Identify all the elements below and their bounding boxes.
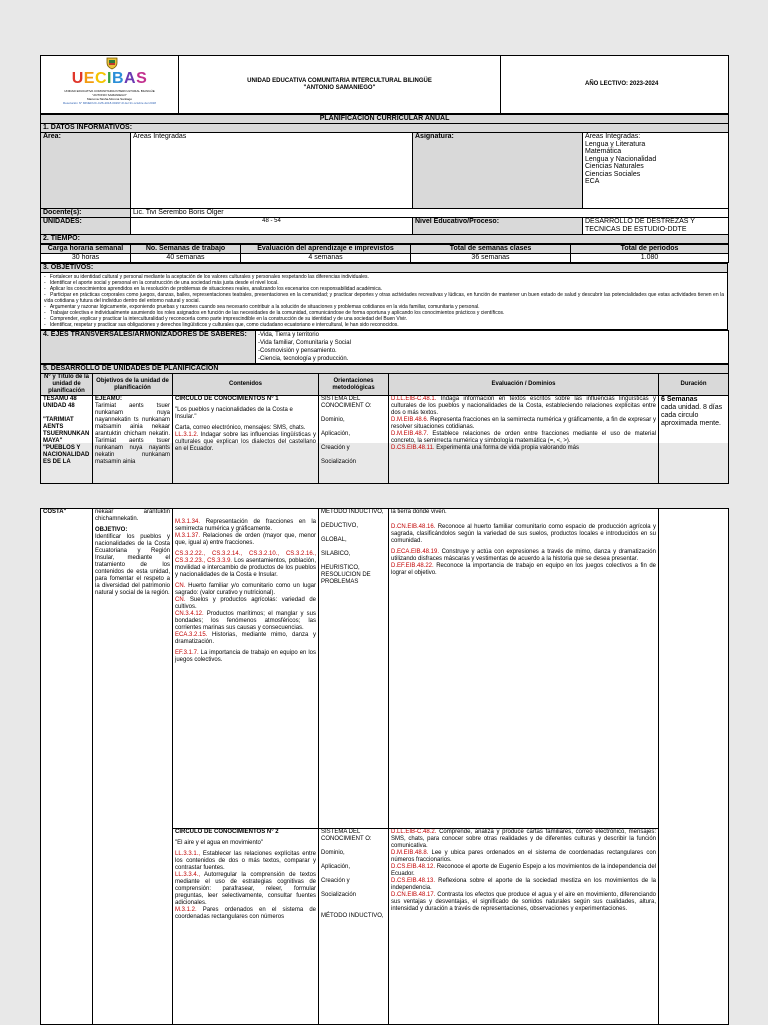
unit-title: TESAMU 48 UNIDAD 48 "TARIMIAT AENTS TSUERNUNKAN MAYA" "PUEBLOS Y NACIONALIDAD ES DE LA (41, 396, 93, 484)
eje-item: -Ciencia, tecnología y producción. (258, 356, 349, 362)
document-page-1 (40, 55, 728, 465)
time-table (40, 244, 729, 263)
objective-item: - Argumentar y razonar lógicamente, exponiendo pruebas y razones cuando sea necesario contribuir a la solución de situaciones y problemas cotidianos en la vida familiar, comunitaria y personal. (44, 304, 480, 310)
plan-title: PLANIFICACIÓN CURRICULAR ANUAL (41, 115, 729, 124)
section-5-title: 5. DESARROLLO DE UNIDADES DE PLANIFICACIÓN (41, 365, 729, 374)
time-header: Total de períodos (571, 245, 729, 254)
unit-evaluation-circ2: D.LL.EIB-C.48.2. Comprende, analiza y produce cartas familiares, correo electrónico, mensajes: SMS, chats, para conocer sobre otras realidades y de diferentes culturas y describir la función comunicativa. D.M.EIB.48.8. Lee y ubica pares ordenados en el sistema de coordenadas rectangulares con números fraccionarios. D.CS.EIB.48.12. Reconoce el aporte de Eugenio Espejo a los movimientos de la independencia del Ecuador. D.CS.EIB.48.13. Reflexiona sobre el aporte de la sociedad mestiza en los movimientos de la independencia. D.CN.EIB.48.17. Contrasta los efectos que produce el agua y el aire en movimiento, diferenciando sus ventajas y desventajas, el significado de sonidos naturales según sus cualidades, altura, intensidad y duración a través de representaciones, observaciones y experimentaciones. (389, 829, 659, 1025)
time-value: 36 semanas (411, 254, 571, 263)
document-page-2 (40, 508, 728, 1024)
docente-value: Lic. Tivi Serembo Boris Olger (131, 209, 729, 218)
section-2-title: 2. TIEMPO: (41, 235, 729, 244)
logo-subtext: UNIDAD EDUCATIVA COMUNITARIA INTERCULTURAL BILINGÜE "ANTONIO SAMANIEGO" Macuma-Taisha-Morona Santiago Resolución N° MINEDUC-CZ6-2018-00297-R del 31 octubre del 2018 (63, 89, 156, 105)
unit-contents: CÍRCULO DE CONOCIMIENTOS N° 1 "Los pueblos y nacionalidades de la Costa e Insular." Carta, correo electrónico, mensajes: SMS, chats. LL.3.1.2. Indagar sobre las influencias lingüísticas y culturales que explican los dialectos del castellano en el Ecuador. (173, 396, 319, 484)
unit-methodology: SISTEMA DEL CONOCIMIENT O: Dominio, Aplicación, Creación y Socialización (319, 396, 389, 484)
unit-duration-cont (659, 509, 729, 1025)
unit-evaluation-cont: la tierra donde viven. D.CN.EIB.48.16. Reconoce al huerto familiar comunitario como espacio de producción agrícola y sagrada, clasificándolos según la variedad de sus suelos, productos locales e introducidos en su comunidad. D.ECA.EIB.48.19. Construye y actúa con expresiones a través de mimo, danza y dramatización utilizando disfraces máscaras y vestimentas de acuerdo a la historia que se desea presentar. D.EF.EIB.48.22. Reconoce la importancia de trabajo en equipo en los juegos colectivos a fin de lograr el objetivo. (389, 509, 659, 829)
unit-duration: 6 Semanas cada unidad. 8 días cada circulo aproximada mente. (659, 396, 729, 484)
objective-item: - Fortalecer su identidad cultural y personal mediante la aceptación de los valores culturales y personales respetando las diferencias individuales. (44, 274, 369, 280)
time-header: Evaluación del aprendizaje e imprevistos (241, 245, 411, 254)
area-label: Área: (41, 133, 131, 209)
nivel-value: DESARROLLO DE DESTREZAS Y TECNICAS DE ESTUDIO-DDTE (583, 218, 729, 235)
ejes-list (256, 331, 729, 364)
school-name: UNIDAD EDUCATIVA COMUNITARIA INTERCULTURAL BILINGÜE "ANTONIO SAMANIEGO" (179, 56, 501, 114)
asignatura-label: Asignatura: (413, 133, 583, 209)
section-1-title: 1. DATOS INFORMATIVOS: (41, 124, 729, 133)
units-header: N° y Título de la unidad de planificación (41, 374, 93, 396)
time-value: 1.080 (571, 254, 729, 263)
area-value: Áreas Integradas (131, 133, 413, 209)
unidades-label: UNIDADES: (41, 218, 131, 235)
unit-title-cont: COSTA" (41, 509, 93, 1025)
logo-text: UECIBAS (71, 70, 148, 87)
objective-item: - Identificar el aporte social y personal en la construcción de una sociedad más justa desde el nivel local. (44, 280, 279, 286)
time-header: No. Semanas de trabajo (131, 245, 241, 254)
objective-item: - Participar en prácticas corporales como juegos, danzas, bailes, representaciones teatrales, presentaciones en la comunidad; y practicar deportes y otras actividades recreativas y lúdicas, en función de mantener un buen estado de salud y descubrir las potencialidades que estas actividades tienen en la vida cotidiana y futura del individuo dentro del entorno natural y social. (44, 292, 724, 304)
unit-methodology-circ2: SISTEMA DEL CONOCIMIENT O: Dominio, Aplicación, Creación y Socialización MÉTODO INDUCTIVO, (319, 829, 389, 1025)
section-4-title: 4. EJES TRANSVERSALES/ARMONIZADORES DE SABERES: (41, 331, 256, 364)
school-year: AÑO LECTIVO: 2023-2024 (501, 56, 729, 114)
units-table-p1 (40, 364, 729, 484)
eje-item: -Vida familiar, Comunitaria y Social (258, 340, 351, 346)
eje-item: -Cosmovisión y pensamiento. (258, 348, 337, 354)
units-table-p2 (40, 508, 729, 1025)
unit-objective-cont: nekaar arantuktin chichamnekatin. OBJETIVO: Identificar los pueblos y nacionalidades de la Costa Ecuatoriana y Región Insular, mediante el tratamiento de los contenidos de esta unidad, para fomentar el respeto a la diversidad del patrimonio natural y social de la región. (93, 509, 173, 1025)
units-header: Contenidos (173, 374, 319, 396)
units-header: Duración (659, 374, 729, 396)
unit-contents-cont: M.3.1.34. Representación de fracciones en la semirrecta numérica y gráficamente. M.3.1.37. Relaciones de orden (mayor que, menor que, igual a) entre fracciones. CS.3.2.22., CS.3.2.14., CS.3.2.10., CS.3.2.16., CS.3.2.23., CS.3.3.9. Los asentamientos, población, movilidad e intercambio de productos de los pueblos y nacionalidades de la Costa e Insular. CN. Huerto familiar y/o comunitario como un lugar sagrado: (valor curativo y nutricional). CN. Suelos y productos agrícolas: variedad de cultivos. CN.3.4.12. Productos marítimos; el manglar y sus bondades; los fenómenos atmosféricos; las corrientes marinas sus causas y consecuencias. ECA.3.2.15. Historias, mediante mimo, danza y dramatización. EF.3.1.7. La importancia de trabajo en equipo en los juegos colectivos. (173, 509, 319, 829)
docente-label: Docente(s): (41, 209, 131, 218)
units-header: Objetivos de la unidad de planificación (93, 374, 173, 396)
unit-objective: EJEAMU: Tarimiat aents tsuer nunkanam nuya nayannekatin ts nunkanam matsamin ainia nekaar arantuktin chicham nekatin. Tarimiat aents tsuer nunkanam nuya nayants nekatin nunkanam matsamin ainia (93, 396, 173, 484)
section-3-title: 3. OBJETIVOS: (41, 264, 728, 273)
unit-evaluation: D.LL.EIB-C.48.1. Indaga información en textos escritos sobre las influencias lingüísticas y culturales de los pueblos y nacionalidades de la Costa, estableciendo relaciones explícitas entre dos o más textos. D.M.EIB.48.6. Representa fracciones en la semirrecta numérica y gráficamente, a fin de expresar y resolver situaciones cotidianas. D.M.EIB.48.7. Establece relaciones de orden entre fracciones mediante el uso de material concreto, la semirrecta numérica y simbología matemática (=, <, >). D.CS.EIB.48.11. Experimenta una forma de vida propia valorando más (389, 396, 659, 484)
units-header: Orientaciones metodológicas (319, 374, 389, 396)
nivel-label: Nivel Educativo/Proceso: (413, 218, 583, 235)
header-table (40, 55, 729, 114)
school-logo (43, 56, 176, 106)
objective-item: - Identificar, respetar y practicar sus obligaciones y derechos lingüísticos y culturales que, como ciudadano ecuatoriano e intercultural, le han sido reconocidos. (44, 322, 399, 328)
unit-methodology-cont: MÉTODO INDUCTIVO, DEDUCTIVO, GLOBAL, SILABICO, HEURISTICO, RESOLUCION DE PROBLEMAS (319, 509, 389, 829)
plan-table (40, 114, 729, 244)
time-value: 30 horas (41, 254, 131, 263)
time-header: Total de semanas clases (411, 245, 571, 254)
objective-item: - Trabajar colectiva e individualmente asumiendo los roles asignados en función de las necesidades de la comunidad, comunicándose de forma oportuna y aplicando los conocimientos prácticos y científicos. (44, 310, 505, 316)
objective-item: - Comprender, explicar y practicar la interculturalidad y reconocerla como parte imprescindible en la construcción de su identidad y de una sociedad del Buen Vivir. (44, 316, 408, 322)
objectives-table (40, 263, 728, 330)
time-header: Carga horaria semanal (41, 245, 131, 254)
asignatura-value: Áreas Integradas: Lengua y Literatura Matemática Lengua y Nacionalidad Ciencias Naturales Ciencias Sociales ECA (583, 133, 729, 209)
time-value: 40 semanas (131, 254, 241, 263)
unidades-value: 48 - 54 (131, 218, 413, 235)
time-value: 4 semanas (241, 254, 411, 263)
units-header: Evaluación / Dominios (389, 374, 659, 396)
objective-item: - Aplicar los conocimientos aprendidos en la resolución de problemas de situaciones reales, analizando los escenarios con responsabilidad académica. (44, 286, 382, 292)
objectives-list (41, 273, 728, 330)
crest-icon (105, 56, 119, 70)
eje-item: -Vida, Tierra y territorio (258, 332, 319, 338)
ejes-table (40, 330, 729, 364)
unit-contents-circ2: CÍRCULO DE CONOCIMIENTOS N° 2 "El aire y el agua en movimiento" LL.3.3.1., Establecer las relaciones explícitas entre los contenidos de dos o más textos, comparar y contrastar fuentes. LL.3.3.4., Autorregular la comprensión de textos mediante el uso de estrategias cognitivas de comprensión: parafrasear, releer, formular preguntas, leer selectivamente, consultar fuentes adicionales. M.3.1.2. Pares ordenados en el sistema de coordenadas rectangulares con números (173, 829, 319, 1025)
logo-cell (41, 56, 179, 114)
